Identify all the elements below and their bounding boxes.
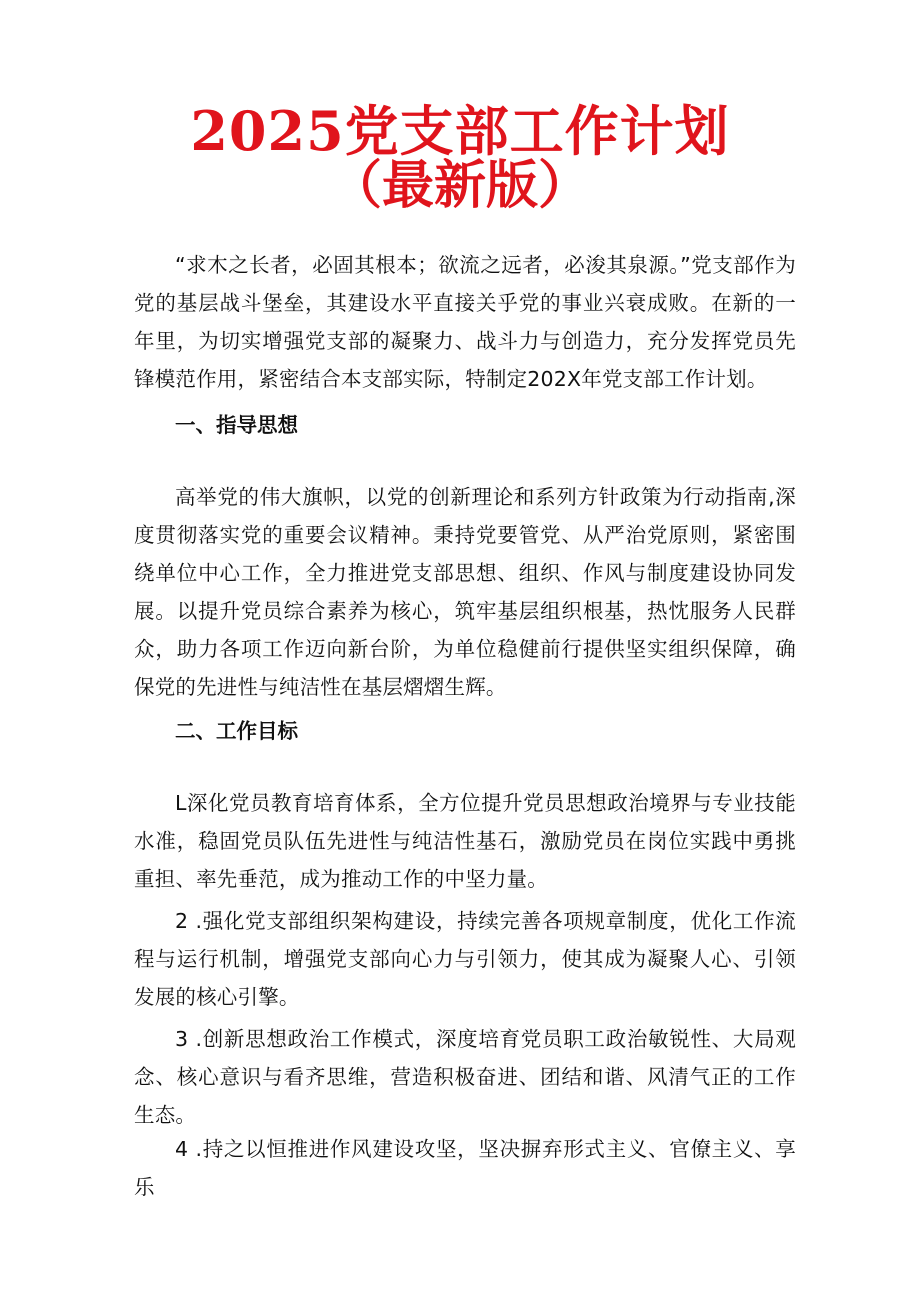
goal-item-4: 4 .持之以恒推进作风建设攻坚，坚决摒弃形式主义、官僚主义、享乐 [134, 1137, 796, 1199]
goal-item-2: 2 .强化党支部组织架构建设，持续完善各项规章制度，优化工作流程与运行机制，增强党支部向心力与引领力，使其成为凝聚人心、引领发展的核心引擎。 [134, 909, 796, 1009]
guiding-thought-paragraph: 高举党的伟大旗帜，以党的创新理论和系列方针政策为行动指南,深度贯彻落实党的重要会议精神。秉持党要管党、从严治党原则，紧密围绕单位中心工作，全力推进党支部思想、组织、作风与制度建设协同发展。以提升党员综合素养为核心，筑牢基层组织根基，热忱服务人民群众，助力各项工作迈向新台阶，为单位稳健前行提供坚实组织保障，确保党的先进性与纯洁性在基层熠熠生辉。 [134, 485, 796, 699]
section-heading-guiding-thought: 一、指导思想 [175, 413, 298, 437]
goal-item-3: 3 .创新思想政治工作模式，深度培育党员职工政治敏锐性、大局观念、核心意识与看齐思维，营造积极奋进、团结和谐、风清气正的工作生态。 [134, 1027, 796, 1127]
section-heading-work-goals: 二、工作目标 [175, 719, 298, 743]
intro-paragraph: “求木之长者，必固其根本；欲流之远者，必浚其泉源。”党支部作为党的基层战斗堡垒，其建设水平直接关乎党的事业兴衰成败。在新的一年里，为切实增强党支部的凝聚力、战斗力与创造力，充分发挥党员先锋模范作用，紧密结合本支部实际，特制定202X年党支部工作计划。 [134, 253, 796, 391]
document-title: 2025党支部工作计划 [190, 99, 730, 163]
goal-item-1: L深化党员教育培育体系，全方位提升党员思想政治境界与专业技能水准，稳固党员队伍先进性与纯洁性基石，激励党员在岗位实践中勇挑重担、率先垂范，成为推动工作的中坚力量。 [134, 791, 796, 891]
document-subtitle: （最新版） [329, 155, 590, 216]
